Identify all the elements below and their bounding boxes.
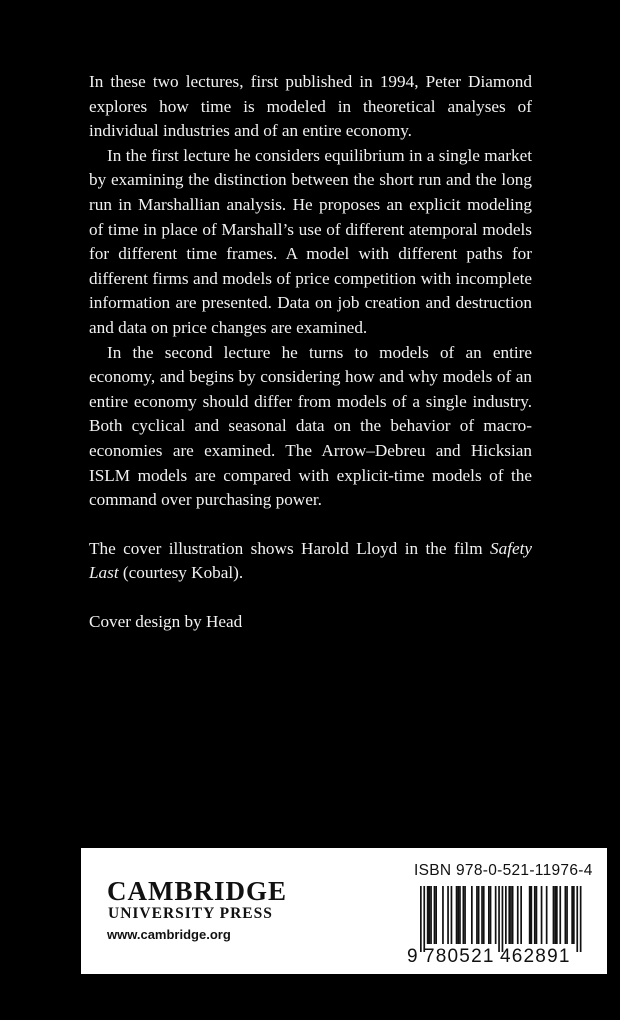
publisher-barcode-panel xyxy=(81,848,607,974)
blurb-paragraph-1: In these two lectures, first published in 1994, Peter Diamond explores how time is modeled in theoretical analyses of individual industries and of an entire economy. xyxy=(89,72,532,141)
barcode-bar xyxy=(573,886,575,944)
barcode-bar xyxy=(435,886,437,944)
barcode-bar xyxy=(554,886,556,944)
barcode-bar xyxy=(430,886,432,944)
barcode-bar xyxy=(553,886,555,944)
barcode-bar xyxy=(442,886,444,944)
barcode-bar xyxy=(580,886,582,952)
barcode-graphic xyxy=(406,884,586,964)
barcode-bar xyxy=(520,886,522,944)
cover-credit-suffix: (courtesy Kobal). xyxy=(118,563,244,583)
back-cover-blurb xyxy=(89,70,532,634)
barcode-bar xyxy=(571,886,573,944)
publisher-subtitle: UNIVERSITY PRESS xyxy=(108,905,273,922)
barcode-bar xyxy=(502,886,504,952)
barcode-bar xyxy=(531,886,533,944)
barcode-bar xyxy=(565,886,567,944)
blurb-paragraph-2: In the first lecture he considers equilibrium in a single market by examining the distinction between the short run and the long run in Marshallian analysis. He proposes an explicit modeling of time in place of Marshall’s use of different atemporal models for different time frames. A model with different paths for different firms and models of price competition with incomplete information are presented. Data on job creation and destruction and data on price changes are examined. xyxy=(89,145,532,337)
barcode-bar xyxy=(463,886,465,944)
cover-illustration-credit xyxy=(89,537,532,586)
cover-design-credit: Cover design by Head xyxy=(89,611,243,631)
barcode-bar xyxy=(478,886,480,944)
barcode-bar xyxy=(471,886,473,944)
publisher-logo xyxy=(107,878,287,944)
barcode-bars xyxy=(420,886,582,952)
cover-credit-prefix: The cover illustration shows Harold Lloyd in the film xyxy=(89,538,490,558)
barcode-bar xyxy=(447,886,449,944)
barcode-bar xyxy=(529,886,531,944)
barcode-bar xyxy=(498,886,500,952)
isbn-barcode xyxy=(406,884,586,964)
barcode-bar xyxy=(459,886,461,944)
barcode-right-digits: 462891 xyxy=(500,946,571,964)
barcode-bar xyxy=(534,886,536,944)
barcode-bar xyxy=(451,886,453,944)
barcode-bar xyxy=(483,886,485,944)
barcode-bar xyxy=(536,886,538,944)
barcode-bar xyxy=(420,886,422,952)
film-title: Safety Last xyxy=(89,538,532,583)
barcode-bar xyxy=(427,886,429,944)
barcode-bar xyxy=(423,886,425,952)
barcode-bar xyxy=(434,886,436,944)
barcode-bar xyxy=(457,886,459,944)
barcode-bar xyxy=(559,886,561,944)
barcode-bar xyxy=(481,886,483,944)
barcode-bar xyxy=(546,886,548,944)
barcode-bar xyxy=(488,886,490,944)
barcode-bar xyxy=(429,886,431,944)
publisher-name: CAMBRIDGE xyxy=(107,876,288,906)
barcode-bar xyxy=(556,886,558,944)
barcode-bar xyxy=(476,886,478,944)
blurb-paragraph-3: In the second lecture he turns to models of an entire economy, and begins by considering how and why models of an entire economy should differ from models of a single industry. Both cyclical and seasonal data on the behavior of macro-economies are examined. The Arrow–Debreu and Hicksian ISLM models are compared with explicit-time models of the command over purchasing power. xyxy=(89,342,532,510)
barcode-left-digits: 780521 xyxy=(424,946,495,964)
barcode-bar xyxy=(566,886,568,944)
barcode-bar xyxy=(510,886,512,944)
barcode-bar xyxy=(464,886,466,944)
barcode-lead-digit: 9 xyxy=(407,946,418,964)
barcode-bar xyxy=(512,886,514,944)
barcode-bar xyxy=(456,886,458,944)
isbn-label: ISBN 978-0-521-11976-4 xyxy=(414,862,593,879)
barcode-bar xyxy=(576,886,578,952)
barcode-bar xyxy=(490,886,492,944)
barcode-bar xyxy=(517,886,519,944)
barcode-bar xyxy=(508,886,510,944)
publisher-url: www.cambridge.org xyxy=(107,927,231,942)
barcode-bar xyxy=(495,886,497,944)
barcode-bar xyxy=(541,886,543,944)
barcode-bar xyxy=(505,886,507,944)
